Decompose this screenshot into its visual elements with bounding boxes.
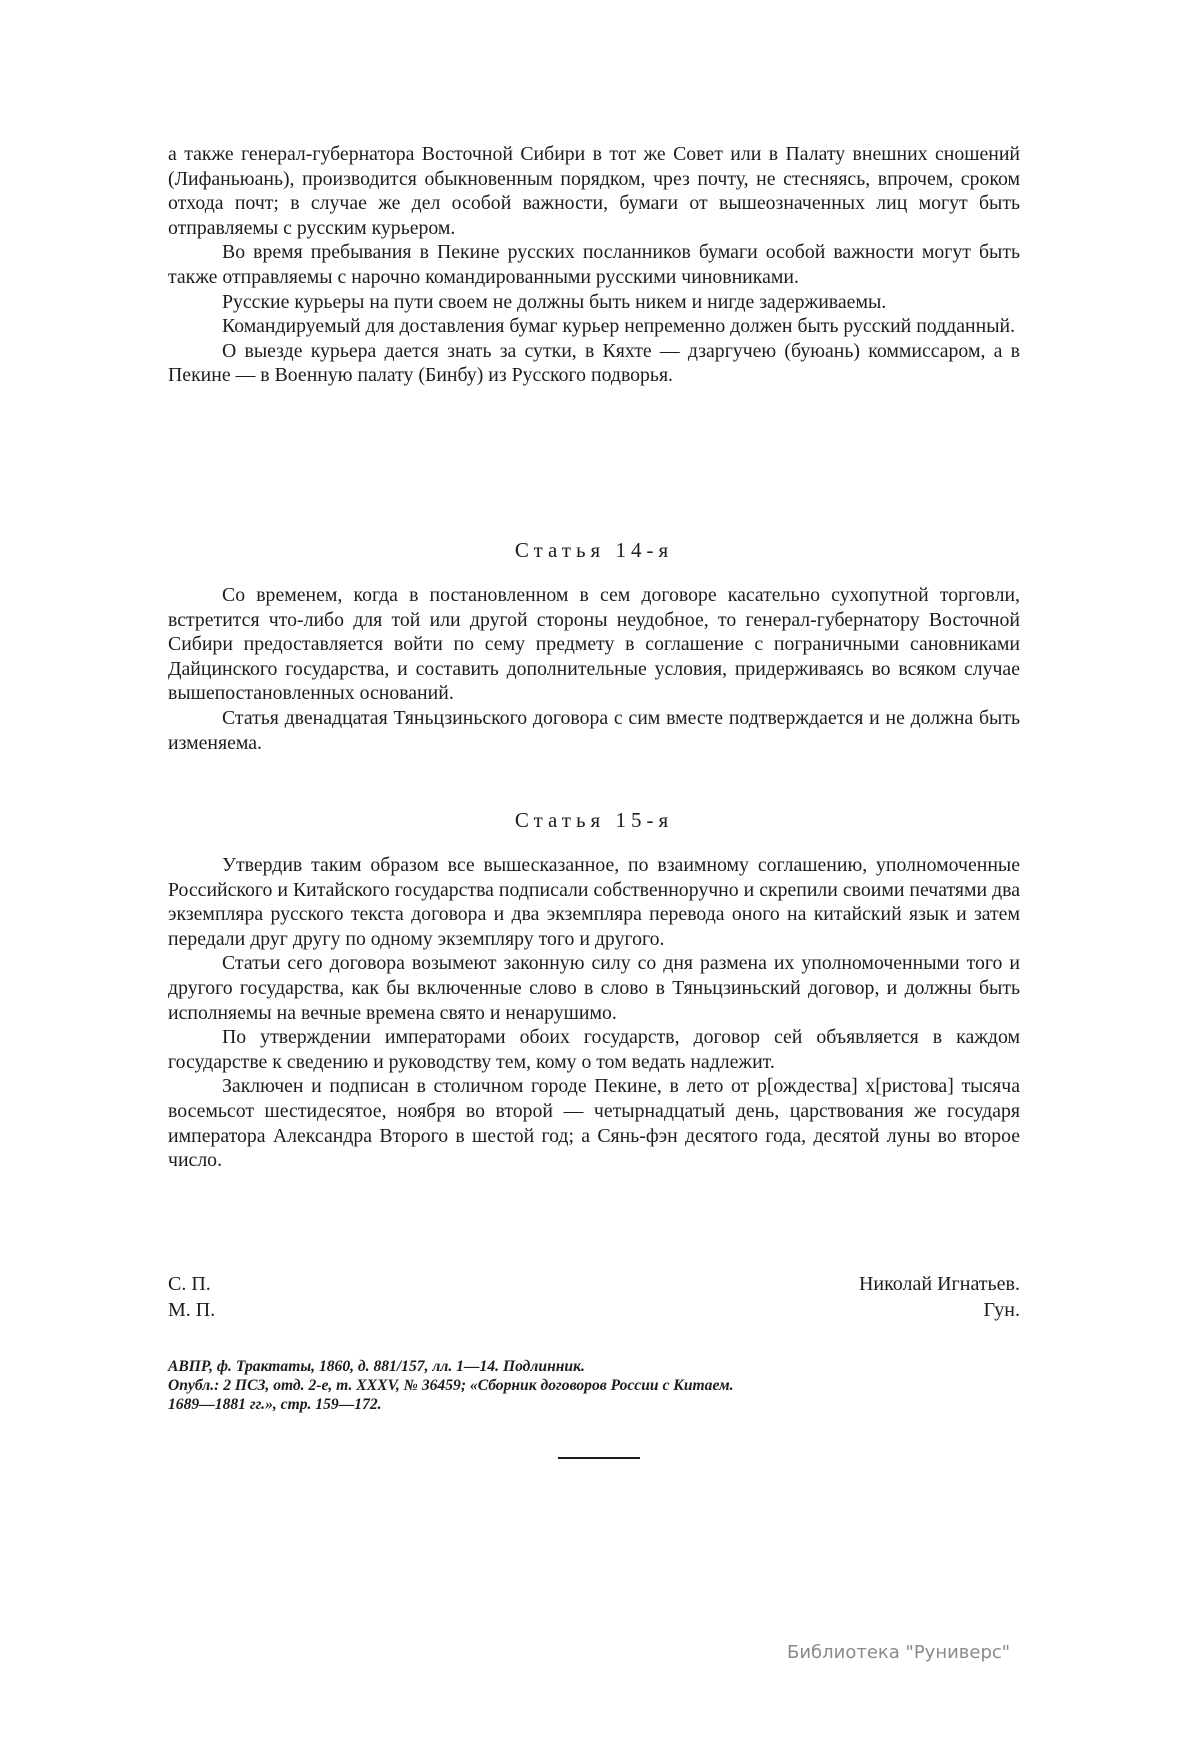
article-14-body [168, 583, 1020, 755]
article-15-paragraph: Заключен и подписан в столичном городе Пекине, в лето от р[ождества] х[ристова] тысяча восемьсот шестидесятое, ноября во второй — четырнадцатый день, царствования же государя императора Александра Второго в шестой год; а Сянь-фэн десятого года, десятой луны во второе число. [168, 1075, 1020, 1172]
article-15-paragraph: Статьи сего договора возымеют законную силу со дня размена их уполномоченными того и другого государства, как бы включенные слово в слово в Тяньцзиньский договор, и должны быть исполняемы на вечные времена свято и ненарушимо. [168, 952, 1020, 1024]
body-top [168, 142, 1020, 388]
article-14-paragraph: Статья двенадцатая Тяньцзиньского договора с сим вместе подтверждается и не должна быть изменяема. [168, 706, 1020, 754]
article-15-body [168, 853, 1020, 1173]
article-15-paragraph: Утвердив таким образом все вышесказанное, по взаимному соглашению, уполномоченные Российского и Китайского государства подписали собственноручно и скрепили своими печатями два экземпляра русского текста договора и два экземпляра перевода оного на китайский язык и затем передали друг другу по одному экземпляру того и другого. [168, 854, 1020, 950]
paragraph-departure: О выезде курьера дается знать за сутки, в Кяхте — дзаргучею (буюань) коммиссаром, а в Пекине — в Военную палату (Бинбу) из Русского подворья. [168, 339, 1020, 387]
paragraph-courier-subject: Командируемый для доставления бумаг курьер непременно должен быть русский подданный. [222, 315, 1016, 338]
article-14-heading: Статья 14-я [514, 538, 674, 562]
library-watermark: Библиотека "Руниверс" [787, 1642, 1011, 1663]
seal-left-2: М. П. [168, 1299, 216, 1321]
paragraph-continued: а также генерал-губернатора Восточной Сибири в тот же Совет или в Палату внешних сношений (Лифаньюань), производится обыкновенным порядком, чрез почту, не стесняясь, впрочем, сроком отхода почт; в случае же дел особой важности, бумаги от вышеозначенных лиц могут быть отправляемы с русским курьером. [168, 143, 1020, 239]
end-rule [558, 1457, 640, 1459]
paragraph-envoys: Во время пребывания в Пекине русских посланников бумаги особой важности могут быть также отправляемы с нарочно командированными русскими чиновниками. [168, 241, 1020, 288]
paragraph-couriers: Русские курьеры на пути своем не должны быть никем и нигде задерживаемы. [222, 290, 887, 313]
reference-published: Опубл.: 2 ПСЗ, отд. 2-е, т. XXXV, № 36459; «Сборник договоров России с Китаем. [168, 1377, 734, 1394]
reference-published-cont: 1689—1881 гг.», стр. 159—172. [168, 1396, 382, 1413]
reference-archive: АВПР, ф. Трактаты, 1860, д. 881/157, лл. 1—14. Подлинник. [168, 1358, 585, 1375]
signature-ignatiev: Николай Игнатьев. [858, 1273, 1020, 1295]
article-15-heading: Статья 15-я [514, 808, 674, 832]
source-references [168, 1357, 1020, 1414]
article-14-paragraph: Со временем, когда в постановленном в сем договоре касательно сухопутной торговли, встретится что-либо для той или другой стороны неудобное, то генерал-губернатору Восточной Сибири предоставляется войти по сему предмету в соглашение с пограничными сановниками Дайцинского государства, и составить дополнительные условия, придерживаясь во всяком случае вышепостановленных оснований. [168, 584, 1020, 705]
article-15-paragraph: По утверждении императорами обоих государств, договор сей объявляется в каждом государстве к сведению и руководству тем, кому о том ведать надлежит. [168, 1026, 1020, 1073]
seal-left-1: С. П. [168, 1273, 211, 1295]
signature-gun: Гун. [983, 1299, 1020, 1321]
